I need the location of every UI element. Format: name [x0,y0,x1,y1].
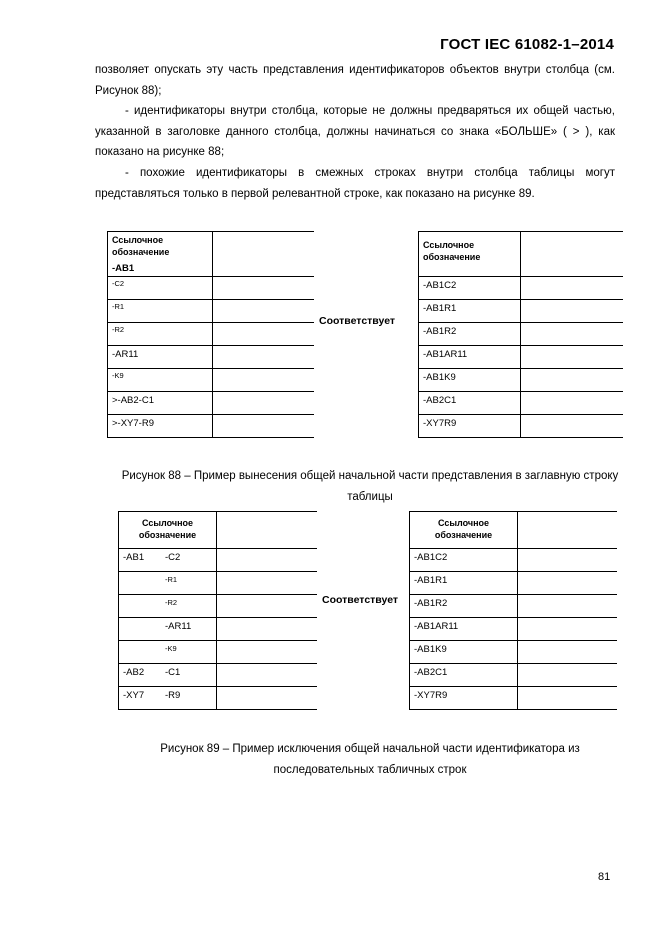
table-cell [119,664,217,687]
empty-cell [521,300,623,323]
empty-cell [521,277,623,300]
table-row [419,346,623,369]
table-cell: -K9 [108,369,213,392]
suffix-part: -C2 [165,552,181,563]
empty-cell [217,641,317,664]
table-cell: -AB1C2 [419,277,521,300]
page-number: 81 [598,871,611,883]
table-cell [119,641,217,664]
table-cell [119,618,217,641]
corresponds-label: Соответствует [322,594,399,606]
figure88-caption: Рисунок 88 – Пример вынесения общей начальной части представления в заглавную строку таблицы [121,470,619,503]
table-cell: >-XY7-R9 [108,415,213,438]
table-row [419,277,623,300]
empty-cell [217,572,317,595]
table-row [410,595,617,618]
table-row [119,595,317,618]
empty-cell [521,369,623,392]
suffix-part: -C1 [165,667,181,678]
table-header-row [410,512,617,549]
figure89-caption: Рисунок 89 – Пример исключения общей начальной части идентификатора из последовательных табличных строк [160,743,580,776]
header-cell [410,512,518,549]
document-header: ГОСТ IEC 61082-1–2014 [440,36,614,53]
header-label: Ссылочное обозначение [423,240,481,262]
paragraph-1: позволяет опускать эту часть представления идентификаторов объектов внутри столбца (см. Рисунок 88); [95,64,615,97]
table-cell: -AB1R1 [419,300,521,323]
header-cell [108,232,213,277]
table-row [108,346,314,369]
empty-cell [217,687,317,710]
empty-cell [213,300,314,323]
table-cell: -AB1AR11 [410,618,518,641]
table-row [410,572,617,595]
table-cell: -R2 [108,323,213,346]
empty-cell [213,415,314,438]
empty-cell [521,392,623,415]
table-cell: -AB1C2 [410,549,518,572]
table-row [108,415,314,438]
empty-cell [518,687,617,710]
table-cell: -C2 [108,277,213,300]
table-row [119,641,317,664]
paragraph-3-text: - похожие идентификаторы в смежных строках внутри столбца таблицы могут представляться только в первой релевантной строке, как показано на рисунке 89. [95,167,615,200]
table-row [119,664,317,687]
table-cell: -AB1AR11 [419,346,521,369]
table-row [419,369,623,392]
empty-cell [521,415,623,438]
table-cell: -AB1R1 [410,572,518,595]
table-cell [119,549,217,572]
table-row [119,687,317,710]
table-cell [119,595,217,618]
suffix-part: -R2 [165,598,178,607]
table-cell: -AB1R2 [410,595,518,618]
empty-cell [213,277,314,300]
table-row [419,415,623,438]
prefix-part: -AB2 [123,667,145,678]
empty-cell [213,232,314,277]
corresponds-label: Соответствует [319,315,396,327]
table-row [419,323,623,346]
empty-cell [217,618,317,641]
empty-cell [521,232,623,277]
table-row [108,300,314,323]
header-cell [419,232,521,277]
empty-cell [518,641,617,664]
figure88-left-table [107,231,314,438]
empty-cell [213,346,314,369]
table-header-row [419,232,623,277]
table-row [119,572,317,595]
empty-cell [521,346,623,369]
table-cell: -XY7R9 [410,687,518,710]
figure89-left-table [118,511,317,710]
paragraph-3 [95,163,615,204]
header-cell [119,512,217,549]
header-label: Ссылочное обозначение [434,518,493,540]
table-header-row [119,512,317,549]
table-row [108,277,314,300]
empty-cell [213,323,314,346]
table-cell: -AB1R2 [419,323,521,346]
figure89-right-table [409,511,617,710]
empty-cell [518,549,617,572]
suffix-part: -R9 [165,690,181,701]
table-row [119,549,317,572]
table-row [419,392,623,415]
table-cell: -XY7R9 [419,415,521,438]
empty-cell [518,595,617,618]
header-common-prefix: -AB1 [112,263,135,274]
table-row [410,664,617,687]
suffix-part: -AR11 [165,621,192,632]
empty-cell [518,618,617,641]
table-row [119,618,317,641]
table-cell: -R1 [108,300,213,323]
table-row [108,323,314,346]
table-cell: >-AB2-C1 [108,392,213,415]
table-cell [119,687,217,710]
table-row [410,687,617,710]
empty-cell [217,512,317,549]
table-cell [119,572,217,595]
table-row [410,641,617,664]
suffix-part: -K9 [165,644,177,653]
empty-cell [518,572,617,595]
figure88-right-table [418,231,623,438]
prefix-part: -AB1 [123,552,145,563]
empty-cell [518,512,617,549]
empty-cell [213,392,314,415]
prefix-part: -XY7 [123,690,145,701]
table-cell: -AB1K9 [419,369,521,392]
table-cell: -AB1K9 [410,641,518,664]
table-header-row [108,232,314,277]
empty-cell [518,664,617,687]
paragraph-2 [95,101,615,163]
table-row [419,300,623,323]
empty-cell [217,664,317,687]
table-row [108,392,314,415]
table-cell: -AR11 [108,346,213,369]
empty-cell [521,323,623,346]
paragraph-2-text: - идентификаторы внутри столбца, которые не должны предваряться их общей частью, указанной в заголовке данного столбца, должны начинаться со знака «БОЛЬШЕ» ( > ), как показано на рисунке 88; [95,105,615,158]
table-cell: -AB2C1 [410,664,518,687]
empty-cell [217,595,317,618]
table-row [410,618,617,641]
table-row [108,369,314,392]
empty-cell [217,549,317,572]
header-label: Ссылочное обозначение [112,235,170,257]
table-cell: -AB2C1 [419,392,521,415]
table-row [410,549,617,572]
empty-cell [213,369,314,392]
header-label: Ссылочное обозначение [138,518,197,540]
suffix-part: -R1 [165,575,178,584]
